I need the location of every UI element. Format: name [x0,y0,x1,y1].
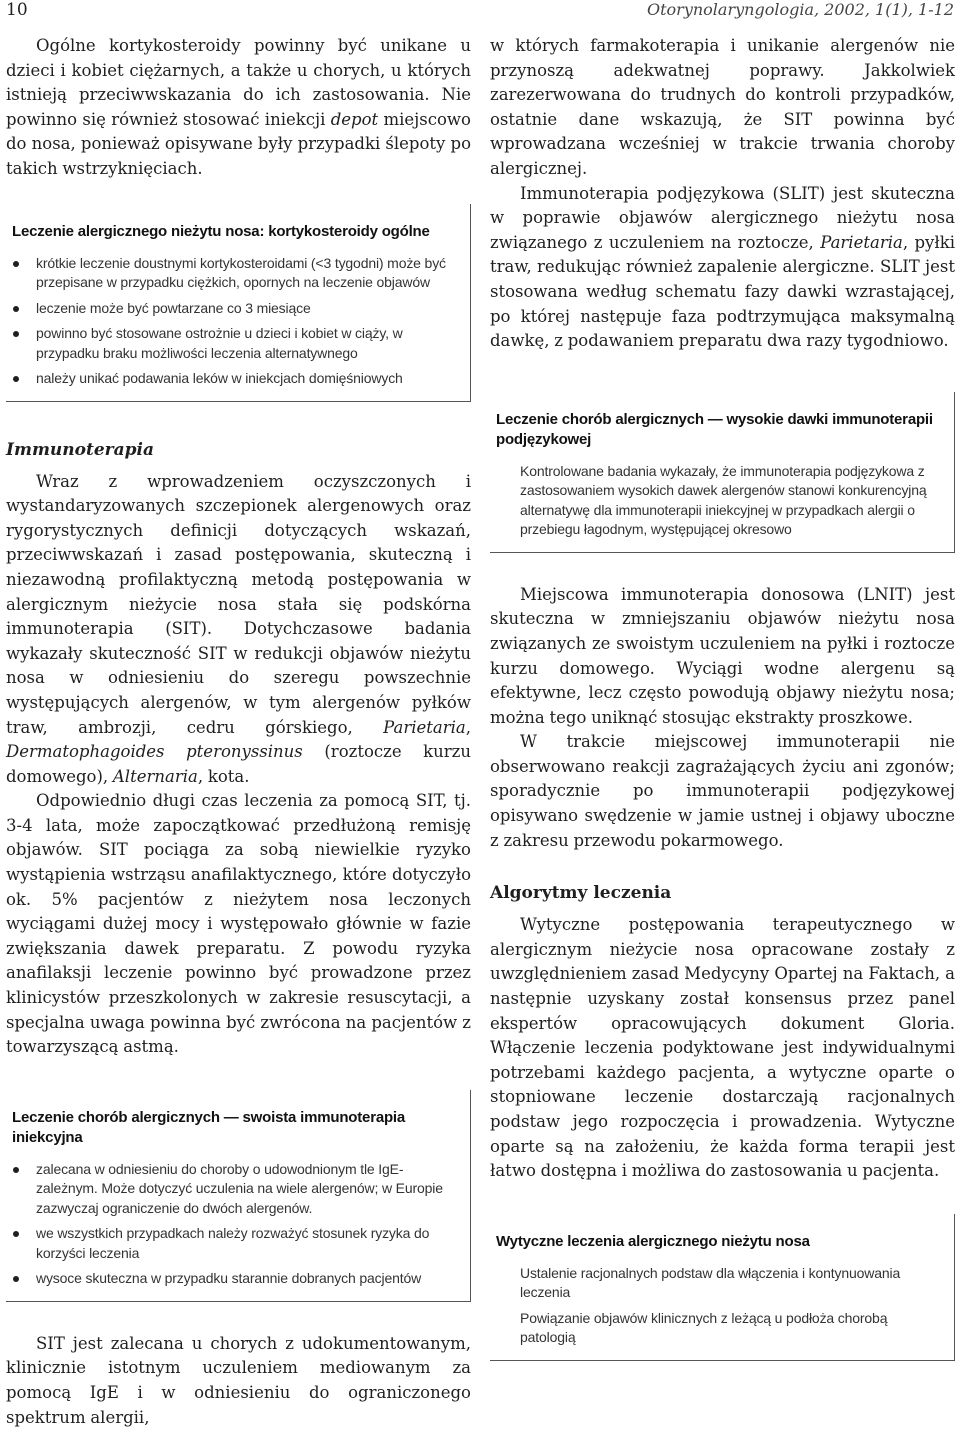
text-run: , pyłki traw, redukując również zapalenie alergiczne. SLIT jest stosowana według schematu fazy dawki wzrastającej, po której następuje faza podtrzymująca maksymalną dawkę, z podawaniem preparatu dwa razy tygodniowo. [490,232,956,351]
paragraph-sit-indication: SIT jest zalecana u chorych z udokumentowanym, klinicznie istotnym uczuleniem mediowanym za pomocą IgE i w odniesieniu do ograniczonego spektrum alergii, [6,1333,471,1427]
text-run: (roztocze kurzu domowego), [6,742,471,786]
paragraph-guidelines: Wytyczne postępowania terapeutycznego w alergicznym nieżycie nosa opracowane zostały z uwzględnieniem zasad Medycyny Opartej na Faktach, a następnie uzyskany został konsensus przez panel ekspertów opracowujących dokument Gloria. Włączenie leczenia podyktowane jest indywidualnymi potrzebami każdego pacjenta, a wytyczne oparte o stopniowane leczenie dostarczają racjonalnych podstaw jego rozpoczęcia i prowadzenia. Wytyczne oparte są na założeniu, że każda forma terapii jest łatwo dostępna i możliwa do zastosowania u pacjenta. [490,915,955,1181]
bullet-list [6,1160,456,1289]
section-heading-immunotherapy: Immunoterapia [6,439,154,460]
bullet-item: we wszystkich przypadkach należy rozważyć stosunek ryzyka do korzyści leczenia [6,1224,456,1263]
box-title: Leczenie chorób alergicznych — wysokie dawki immunoterapii podjęzykowej [496,410,933,448]
box-injection-immunotherapy [6,1090,471,1302]
journal-reference: Otorynolaryngologia, 2002, 1(1), 1-12 [647,0,954,19]
right-column [490,34,955,1361]
bullet-item: wysoce skuteczna w przypadku starannie dobranych pacjentów [6,1269,456,1289]
left-column [6,34,471,1430]
paragraph-sit-intro [6,470,471,790]
box-title: Leczenie alergicznego nieżytu nosa: kortykosteroidy ogólne [12,222,430,240]
text-run: Immunoterapia podjęzykowa (SLIT) jest skuteczna w poprawie objawów alergicznego nieżytu nosa związanego z uczuleniem na roztocze, [490,183,955,252]
box-systemic-corticosteroids [6,204,471,402]
bullet-item: zalecana w odniesieniu do choroby o udowodnionym tle IgE-zależnym. Może dotyczyć uczulenia na wiele alergenów; w Europie zazwyczaj ograniczenie do dwóch alergenów. [6,1160,456,1219]
paragraph-lnit: Miejscowa immunoterapia donosowa (LNIT) jest skuteczna w zmniejszaniu objawów nieżytu nosa związanych ze swoistym uczuleniem na pyłki i roztocze kurzu domowego. Wyciągi wodne alergenu są efektywne, lecz często powodują objawy nieżytu nosa; można tego uniknąć stosując ekstrakty proszkowe. [490,584,955,727]
text-run-italic: Alternaria [112,766,198,786]
box-high-dose-slit [490,392,955,553]
box-text: Kontrolowane badania wykazały, że immunoterapia podjęzykowa z zastosowaniem wysokich dawek alergenów stanowi konkurencyjną alternatywę dla immunoterapii iniekcyjnej w przypadkach alergii o przebiegu łagodnym, występującej okresowo [520,462,927,538]
box-title: Wytyczne leczenia alergicznego nieżytu nosa [496,1232,810,1250]
text-run: Wraz z wprowadzeniem oczyszczonych i wystandaryzowanych szczepionek alergenowych oraz rygorystycznych definicji dotyczących wskazań, przeciwwskazań i zasad postępowania, skuteczną i niezawodną profilaktyczną metodą postępowania w alergicznym nieżycie nosa stała się podskórna immunoterapia (SIT). Dotychczasowe badania wykazały skuteczność SIT w redukcji objawów nieżytu nosa w odniesieniu do szeregu powszechnie występujących alergenów, w tym alergenów pyłków traw, ambrozji, cedru górskiego, [6,471,471,737]
box-title: Leczenie chorób alergicznych — swoista immunoterapia iniekcyjna [12,1108,406,1146]
bullet-item: powinno być stosowane ostrożnie u dzieci i kobiet w ciąży, w przypadku braku możliwości leczenia alternatywnego [6,324,456,363]
bullet-item: leczenie może być powtarzane co 3 miesiące [6,299,456,319]
page-number: 10 [6,0,28,20]
text-run-italic: Parietaria [820,232,903,252]
text-run: Ogólne kortykosteroidy powinny być unikane u dzieci i kobiet ciężarnych, a także u chorych, u których istnieją przeciwwskazania do ich zastosowania. Nie powinno się również stosować iniekcji [6,36,471,129]
box-line: Ustalenie racjonalnych podstaw dla włączenia i kontynuowania leczenia [520,1264,901,1301]
text-run: , [465,717,471,737]
text-run-italic: Dermatophagoides pteronyssinus [6,742,303,762]
paragraph-local-immunotherapy-safety: W trakcie miejscowej immunoterapii nie obserwowano reakcji zagrażających życiu ani zgonów; sporadycznie po immunoterapii podjęzykowej opisywano swędzenie w jamie ustnej i objawy uboczne z zakresu przewodu pokarmowego. [490,732,955,850]
paragraph-sit-duration: Odpowiednio długi czas leczenia za pomocą SIT, tj. 3-4 lata, może zapoczątkować przedłużoną remisję objawów. SIT pociąga za sobą niewielkie ryzyko wystąpienia wstrząsu anafilaktycznego, które dotyczyło ok. 5% pacjentów z nieżytem nosa leczonych wyciągami dużej mocy i występowało głównie w fazie zwiększania dawek preparatu. Z powodu ryzyka anafilaksji leczenie powinno być prowadzone przez klinicystów przeszkolonych w zakresie resuscytacji, a specjalna uwaga powinna być zwrócona na pacjentów z towarzyszącą astmą. [6,791,471,1057]
bullet-item: krótkie leczenie doustnymi kortykosteroidami (<3 tygodni) może być przepisane w przypadku ciężkich, opornych na leczenie objawów [6,254,456,293]
box-treatment-guidelines [490,1214,955,1361]
text-run-italic: depot [330,109,379,129]
text-run-italic: Parietaria [383,717,466,737]
text-run: miejscowo do nosa, ponieważ opisywane były przypadki ślepoty po takich wstrzyknięciach. [6,109,471,178]
box-line: Powiązanie objawów klinicznych z leżącą u podłoża chorobą patologią [520,1309,888,1346]
paragraph-sit-continued: w których farmakoterapia i unikanie alergenów nie przynoszą adekwatnej poprawy. Jakkolwiek zarezerwowana do trudnych do kontroli przypadków, ostatnie dane wskazują, że SIT powinna być wprowadzana wcześniej w trakcie trwania choroby alergicznej. [490,36,955,178]
bullet-list [6,254,456,389]
paragraph-steroids [6,34,471,182]
text-run: , kota. [197,766,250,786]
bullet-item: należy unikać podawania leków w iniekcjach domięśniowych [6,369,456,389]
section-heading-algorithms: Algorytmy leczenia [490,883,672,904]
paragraph-slit [490,182,955,354]
